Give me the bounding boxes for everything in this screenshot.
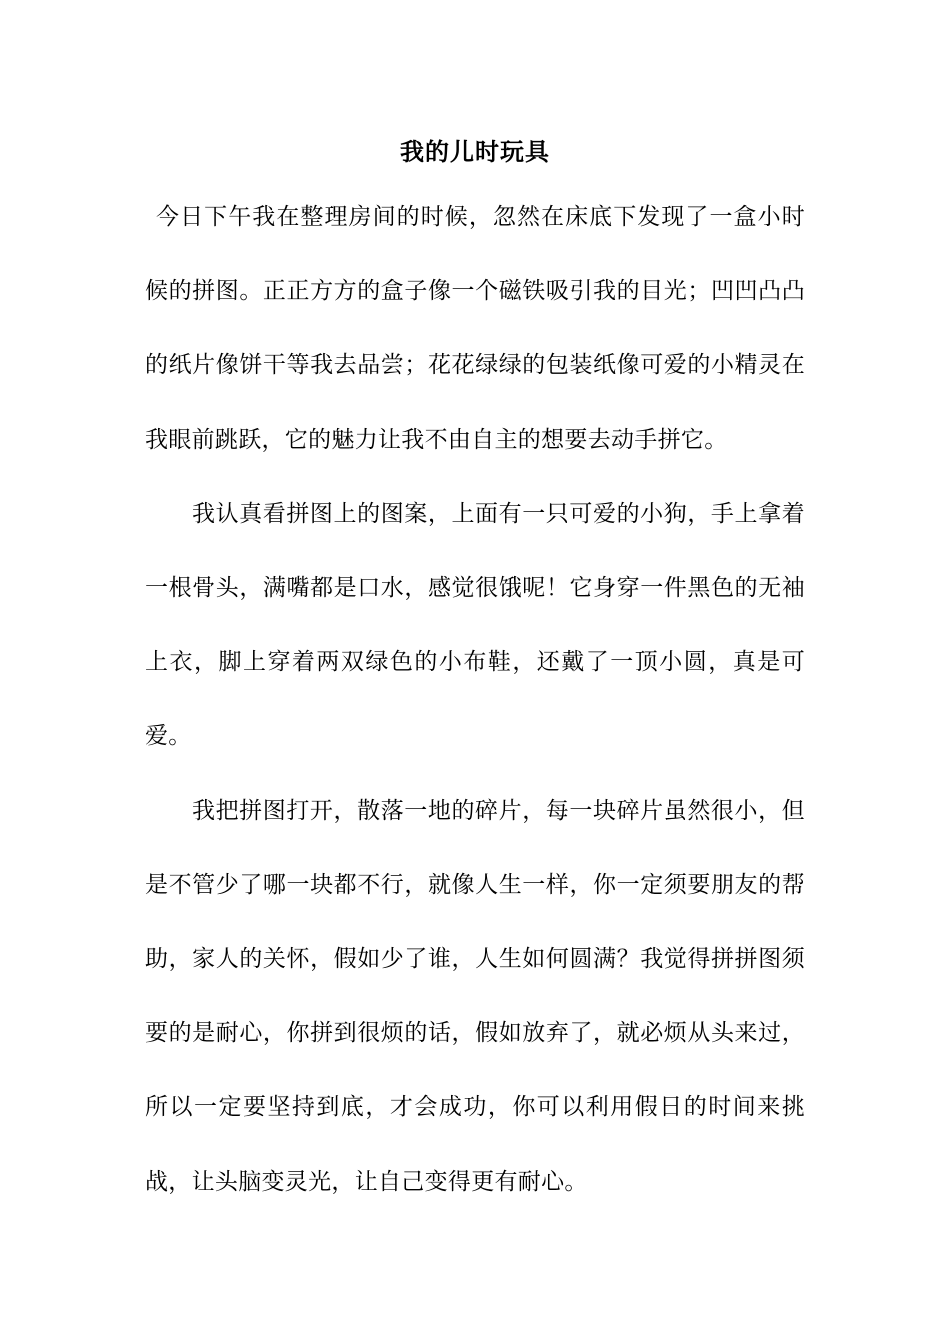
document-body <box>145 180 805 1219</box>
paragraph-1: 今日下午我在整理房间的时候，忽然在床底下发现了一盒小时候的拼图。正正方方的盒子像一个磁铁吸引我的目光；凹凹凸凸的纸片像饼干等我去品尝；花花绿绿的包装纸像可爱的小精灵在我眼前跳跃，它的魅力让我不由自主的想要去动手拼它。 <box>145 204 805 453</box>
paragraph-3: 我把拼图打开，散落一地的碎片，每一块碎片虽然很小，但是不管少了哪一块都不行，就像人生一样，你一定须要朋友的帮助，家人的关怀，假如少了谁，人生如何圆满？我觉得拼拼图须要的是耐心，你拼到很烦的话，假如放弃了，就必烦从头来过，所以一定要坚持到底，才会成功，你可以利用假日的时间来挑战，让头脑变灵光，让自己变得更有耐心。 <box>145 797 805 1195</box>
document-title: 我的儿时玩具 <box>400 137 550 166</box>
paragraph-2: 我认真看拼图上的图案，上面有一只可爱的小狗，手上拿着一根骨头，满嘴都是口水，感觉很饿呢！它身穿一件黑色的无袖上衣，脚上穿着两双绿色的小布鞋，还戴了一顶小圆，真是可爱。 <box>145 500 805 750</box>
